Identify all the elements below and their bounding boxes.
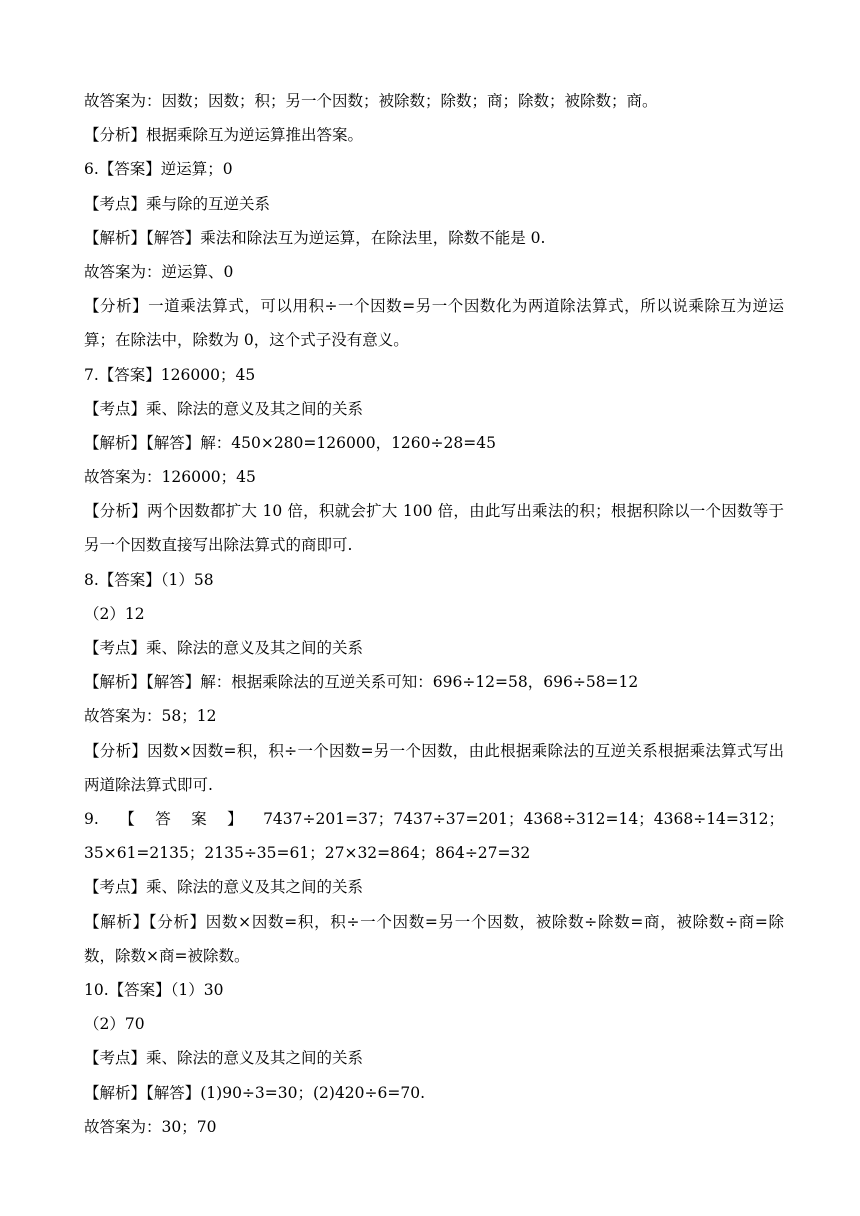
question-10-answer: 10.【答案】（1）30 <box>84 981 224 1000</box>
question-8-answer-part-2: （2）12 <box>84 604 145 623</box>
question-10-answer-part-2: （2）70 <box>84 1015 145 1034</box>
question-10-final: 故答案为：30；70 <box>84 1117 217 1136</box>
question-6-topic: 【考点】乘与除的互逆关系 <box>84 194 271 213</box>
question-7-final: 故答案为：126000；45 <box>84 468 256 487</box>
question-8-answer: 8.【答案】（1）58 <box>84 570 214 589</box>
question-6-analysis: 【分析】一道乘法算式，可以用积÷一个因数=另一个因数化为两道除法算式，所以说乘除互为逆运算；在除法中，除数为 0，这个式子没有意义。 <box>84 297 784 350</box>
question-8-topic: 【考点】乘、除法的意义及其之间的关系 <box>84 639 364 658</box>
question-7-analysis: 【分析】两个因数都扩大 10 倍，积就会扩大 100 倍，由此写出乘法的积；根据积除以一个因数等于另一个因数直接写出除法算式的商即可. <box>84 502 784 555</box>
answer-line: 故答案为：因数；因数；积；另一个因数；被除数；除数；商；除数；被除数；商。 <box>84 92 658 110</box>
question-8-solution: 【解析】【解答】解：根据乘除法的互逆关系可知：696÷12=58，696÷58=12 <box>84 673 639 692</box>
question-6-solution: 【解析】【解答】乘法和除法互为逆运算，在除法里，除数不能是 0. <box>84 228 546 247</box>
question-7-answer: 7.【答案】126000；45 <box>84 365 256 384</box>
question-6-answer: 6.【答案】逆运算；0 <box>84 160 233 179</box>
question-7-topic: 【考点】乘、除法的意义及其之间的关系 <box>84 399 364 418</box>
question-9-analysis: 【解析】【分析】因数×因数=积，积÷一个因数=另一个因数，被除数÷除数=商，被除数÷商=除数，除数×商=被除数。 <box>84 912 784 965</box>
answer-sheet <box>84 84 784 1144</box>
analysis-line: 【分析】根据乘除互为逆运算推出答案。 <box>84 126 364 145</box>
question-9-topic: 【考点】乘、除法的意义及其之间的关系 <box>84 878 364 897</box>
question-7-solution: 【解析】【解答】解：450×280=126000，1260÷28=45 <box>84 433 496 452</box>
question-10-topic: 【考点】乘、除法的意义及其之间的关系 <box>84 1049 364 1068</box>
question-10-solution: 【解析】【解答】(1)90÷3=30；(2)420÷6=70. <box>84 1083 426 1102</box>
question-8-final: 故答案为：58；12 <box>84 707 217 726</box>
question-8-analysis: 【分析】因数×因数=积，积÷一个因数=另一个因数，由此根据乘除法的互逆关系根据乘法算式写出两道除法算式即可. <box>84 741 784 794</box>
question-6-final: 故答案为：逆运算、0 <box>84 262 234 281</box>
question-9-answer: 9.【答案】7437÷201=37；7437÷37=201；4368÷312=14；4368÷14=312；35×61=2135；2135÷35=61；27×32=864；864÷27=32 <box>84 810 784 863</box>
